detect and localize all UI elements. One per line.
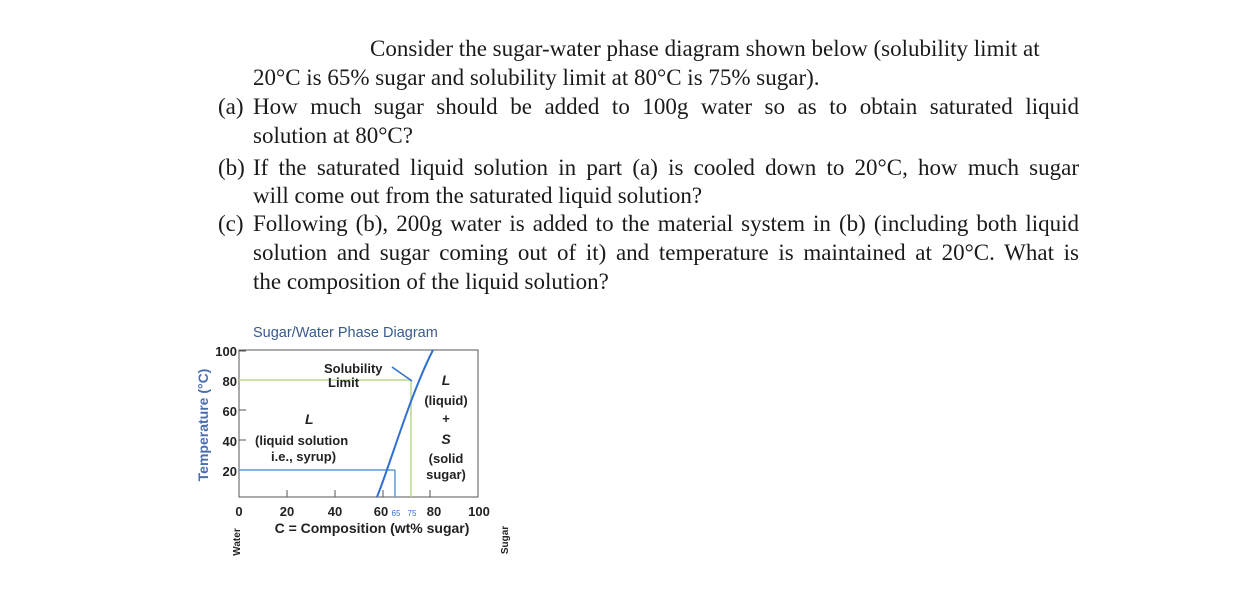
region-ls-solid: (solid	[428, 451, 464, 466]
y-axis-label: Temperature (°C)	[195, 368, 211, 482]
x-tick-label-75: 75	[407, 509, 417, 518]
part-b-label: (b)	[218, 155, 245, 180]
part-b-line-2: will come out from the saturated liquid solution?	[253, 183, 703, 208]
x-tick-label: 60	[373, 504, 389, 519]
y-tick-label: 20	[222, 464, 237, 479]
x-tick-label-65: 65	[391, 509, 401, 518]
y-tick-label: 80	[222, 374, 237, 389]
part-c-line-1: Following (b), 200g water is added to the material system in (b) (including both liquid	[253, 211, 1079, 236]
part-a-line-2: solution at 80°C?	[253, 123, 413, 148]
region-ls-liquid: (liquid)	[424, 393, 468, 408]
region-ls-sugar: sugar)	[426, 467, 466, 482]
region-l-symbol: L	[305, 411, 314, 427]
part-c-label: (c)	[218, 211, 244, 236]
region-l-desc-2: i.e., syrup)	[271, 449, 337, 464]
intro-line-1: Consider the sugar-water phase diagram shown below (solubility limit at	[370, 36, 1040, 61]
region-ls-plus: +	[442, 411, 450, 426]
part-a-label: (a)	[218, 94, 244, 119]
x-axis-label: C = Composition (wt% sugar)	[274, 520, 470, 536]
x-tick-label: 80	[426, 504, 442, 519]
solubility-label: Solubility	[324, 361, 383, 376]
intro-line-2: 20°C is 65% sugar and solubility limit at 80°C is 75% sugar).	[253, 65, 820, 90]
region-ls-s: S	[441, 431, 451, 447]
part-b-line-1: If the saturated liquid solution in part (a) is cooled down to 20°C, how much sugar	[253, 155, 1079, 180]
part-a-line-1: How much sugar should be added to 100g water so as to obtain saturated liquid	[253, 94, 1079, 119]
diagram-title: Sugar/Water Phase Diagram	[253, 325, 438, 341]
x-tick-label: 40	[327, 504, 343, 519]
x-tick-label: 20	[279, 504, 295, 519]
x-tick-label: 100	[468, 504, 490, 519]
limit-label: Limit	[328, 375, 360, 390]
part-c-line-3: the composition of the liquid solution?	[253, 269, 609, 294]
y-tick-label: 60	[222, 404, 237, 419]
region-l-desc-1: (liquid solution	[255, 433, 349, 448]
y-tick-label: 100	[215, 344, 237, 359]
part-c-line-2: solution and sugar coming out of it) and temperature is maintained at 20°C. What is	[253, 240, 1079, 265]
y-tick-label: 40	[222, 434, 237, 449]
region-ls-l: L	[441, 372, 451, 388]
solubility-pointer	[392, 367, 412, 381]
sugar-end-label: Sugar	[500, 525, 511, 555]
water-end-label: Water	[232, 528, 243, 556]
x-tick-label: 0	[235, 504, 243, 519]
solubility-curve	[377, 350, 433, 497]
